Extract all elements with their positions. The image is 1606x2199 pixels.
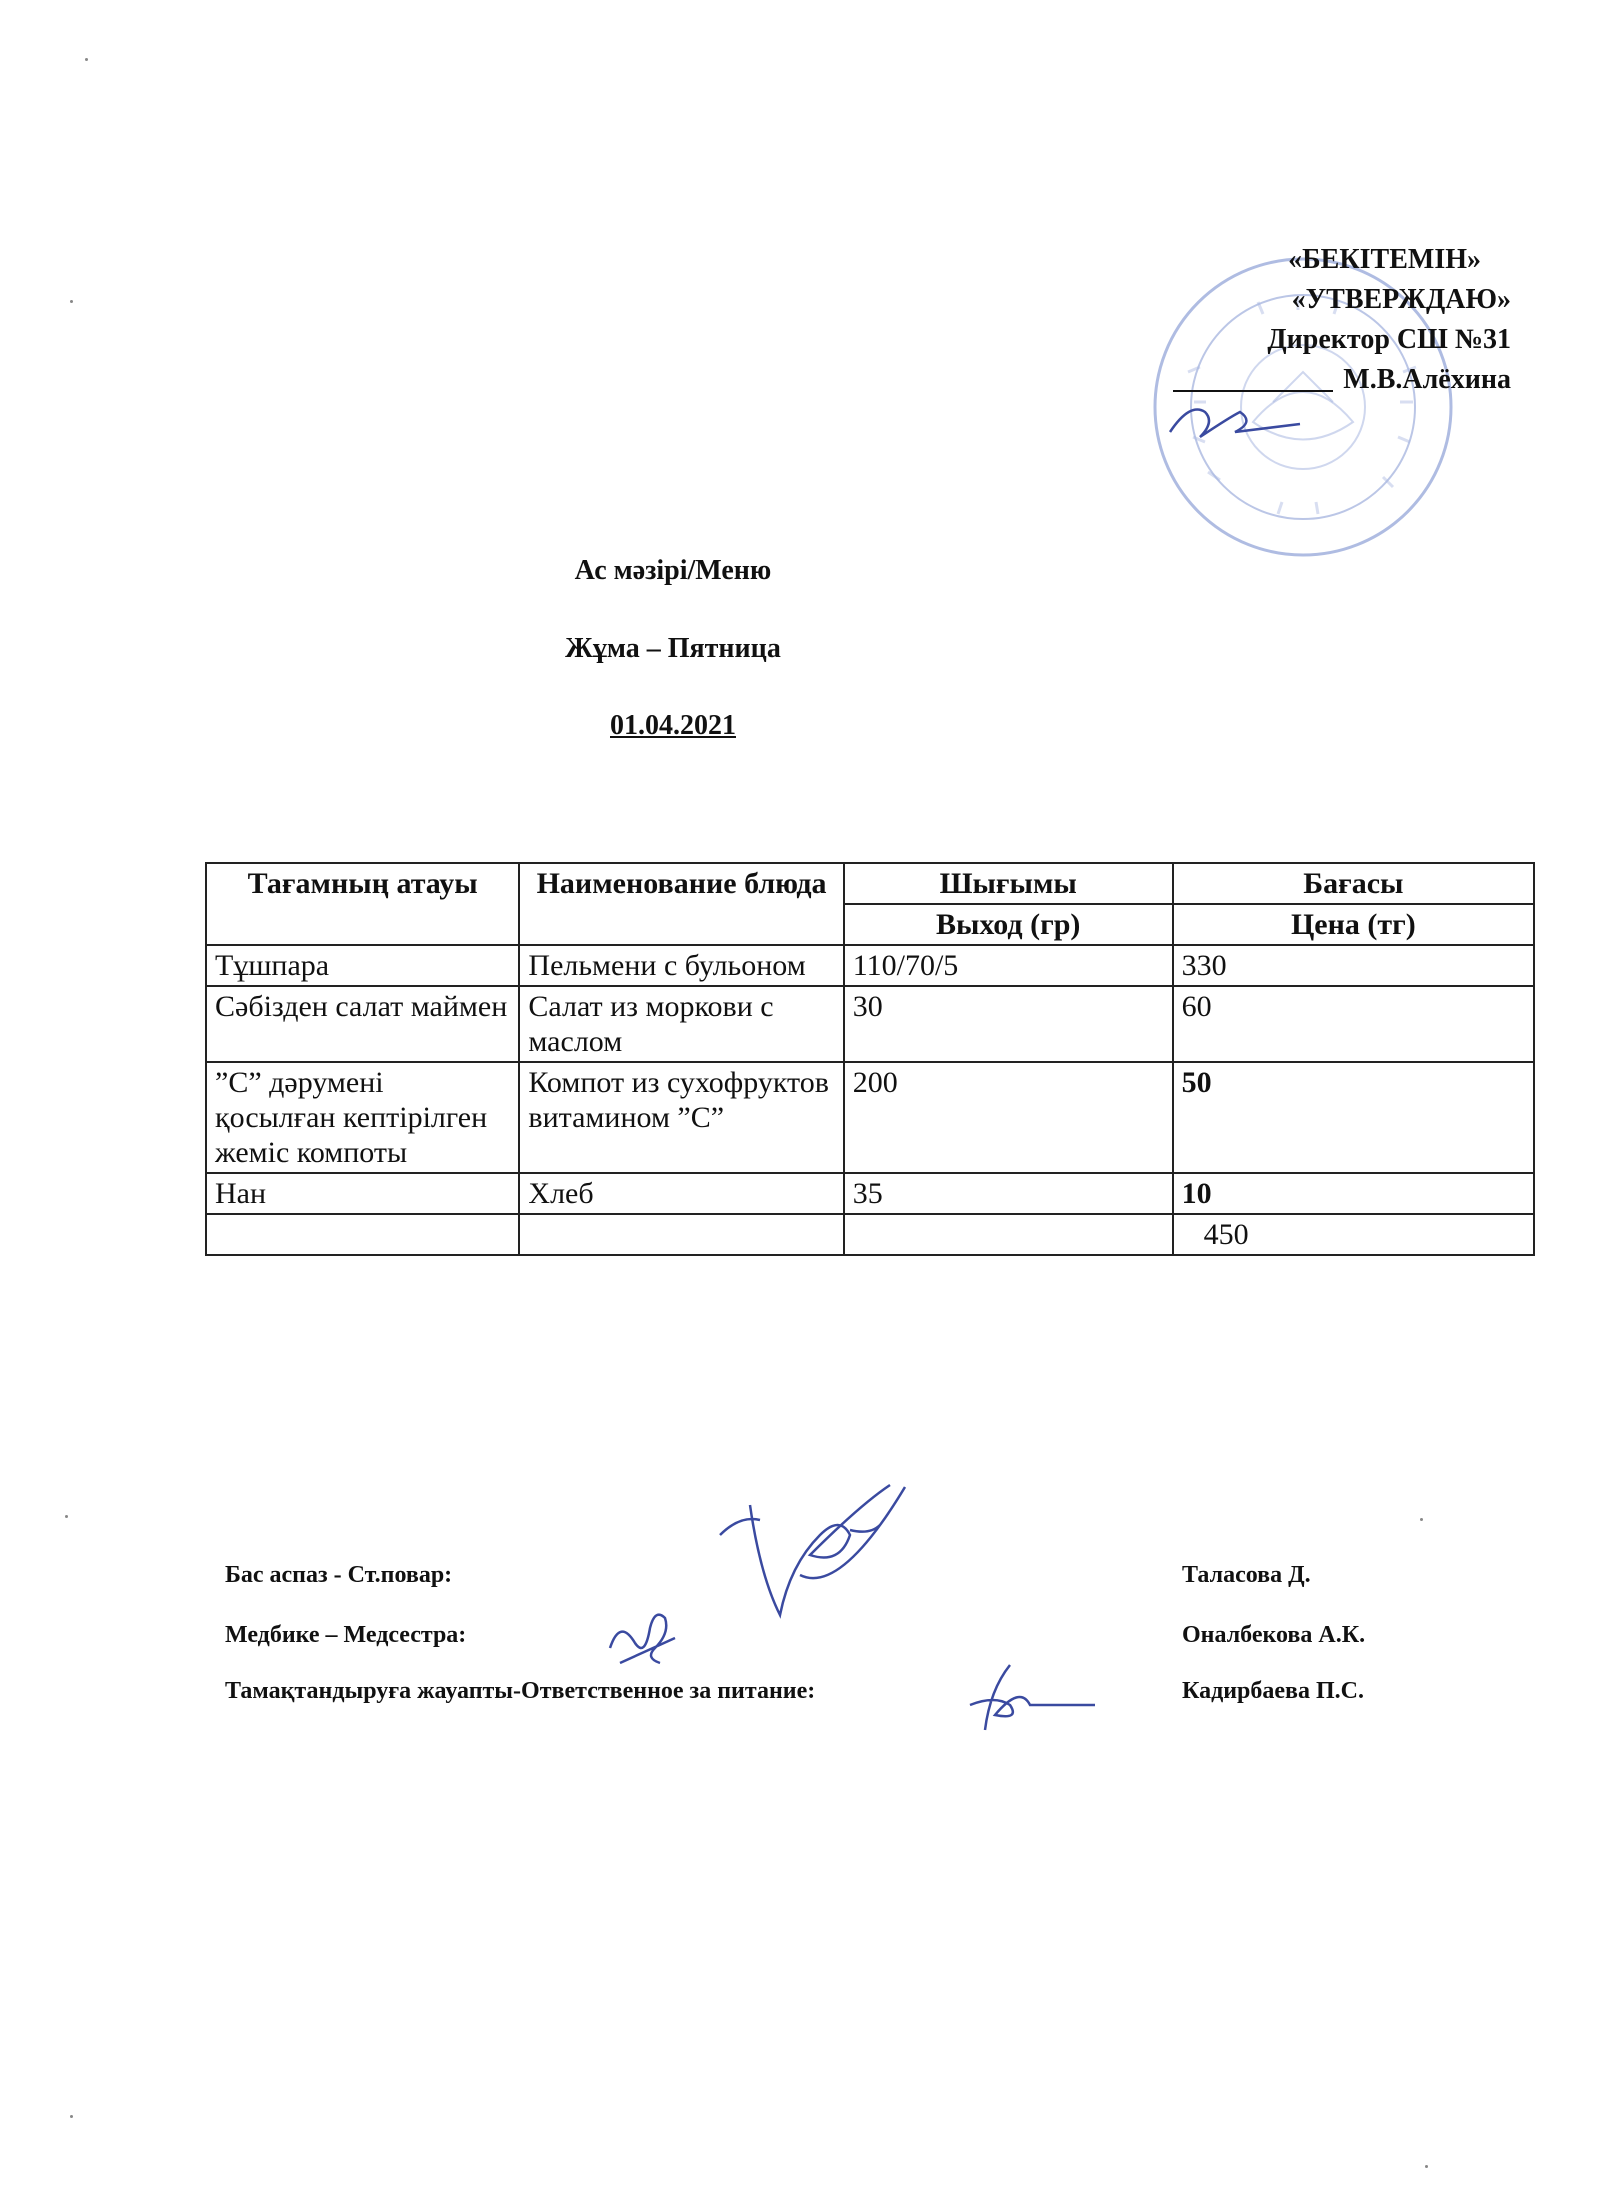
header-price-ru: Цена (тг)	[1173, 904, 1534, 945]
header-price-kz: Бағасы	[1173, 863, 1534, 904]
dish-ru: Компот из сухофруктов витамином ”С”	[519, 1062, 843, 1173]
scan-speck	[65, 1515, 68, 1518]
signature-name-responsible: Кадирбаева П.С.	[1182, 1678, 1365, 1704]
scan-speck	[1425, 2165, 1428, 2168]
menu-table	[205, 862, 1535, 1256]
table-row	[206, 945, 1534, 986]
header-yield-kz: Шығымы	[844, 863, 1173, 904]
approval-line-kz: «БЕКІТЕМІН»	[1288, 244, 1481, 275]
dish-yield: 200	[844, 1062, 1173, 1173]
table-row	[206, 1062, 1534, 1173]
signature-name-nurse: Оналбекова А.К.	[1182, 1622, 1366, 1648]
dish-ru: Салат из моркови с маслом	[519, 986, 843, 1062]
dish-yield: 30	[844, 986, 1173, 1062]
empty-cell	[844, 1214, 1173, 1255]
dish-kz: Нан	[206, 1173, 519, 1214]
responsible-signature	[950, 1650, 1100, 1740]
director-name: М.В.Алёхина	[1343, 364, 1511, 395]
dish-ru: Пельмени с бульоном	[519, 945, 843, 986]
chef-signature	[700, 1475, 920, 1635]
signature-role-chef: Бас аспаз - Ст.повар:	[225, 1562, 453, 1588]
dish-price: 60	[1173, 986, 1534, 1062]
empty-cell	[519, 1214, 843, 1255]
table-row	[206, 986, 1534, 1062]
header-dish-ru: Наименование блюда	[519, 863, 843, 945]
dish-price: 330	[1173, 945, 1534, 986]
scan-speck	[70, 300, 73, 303]
dish-kz: ”С” дәрумені қосылған кептірілген жеміс компоты	[206, 1062, 519, 1173]
menu-date: 01.04.2021	[610, 710, 736, 741]
director-signature	[1160, 392, 1310, 452]
dish-yield: 35	[844, 1173, 1173, 1214]
nurse-signature	[600, 1588, 690, 1678]
dish-kz: Сәбізден салат маймен	[206, 986, 519, 1062]
signature-role-responsible: Тамақтандыруға жауапты-Ответственное за питание:	[225, 1678, 816, 1704]
dish-price: 50	[1173, 1062, 1534, 1173]
signature-role-nurse: Медбике – Медсестра:	[225, 1622, 467, 1648]
approval-block	[1173, 240, 1511, 400]
scan-speck	[85, 58, 88, 61]
menu-title: Ас мәзірі/Меню	[574, 555, 772, 586]
dish-yield: 110/70/5	[844, 945, 1173, 986]
header-yield-ru: Выход (гр)	[844, 904, 1173, 945]
signature-name-chef: Таласова Д.	[1182, 1562, 1311, 1588]
director-title: Директор СШ №31	[1267, 324, 1511, 355]
table-row	[206, 1173, 1534, 1214]
dish-kz: Тұшпара	[206, 945, 519, 986]
header-dish-kz: Тағамның атауы	[206, 863, 519, 945]
dish-ru: Хлеб	[519, 1173, 843, 1214]
table-header-row	[206, 863, 1534, 904]
table-total-row	[206, 1214, 1534, 1255]
menu-day: Жұма – Пятница	[565, 633, 781, 664]
total-price: 450	[1173, 1214, 1534, 1255]
dish-price: 10	[1173, 1173, 1534, 1214]
scan-speck	[1420, 1518, 1423, 1521]
scan-speck	[70, 2115, 73, 2118]
approval-line-ru: «УТВЕРЖДАЮ»	[1291, 284, 1511, 315]
empty-cell	[206, 1214, 519, 1255]
